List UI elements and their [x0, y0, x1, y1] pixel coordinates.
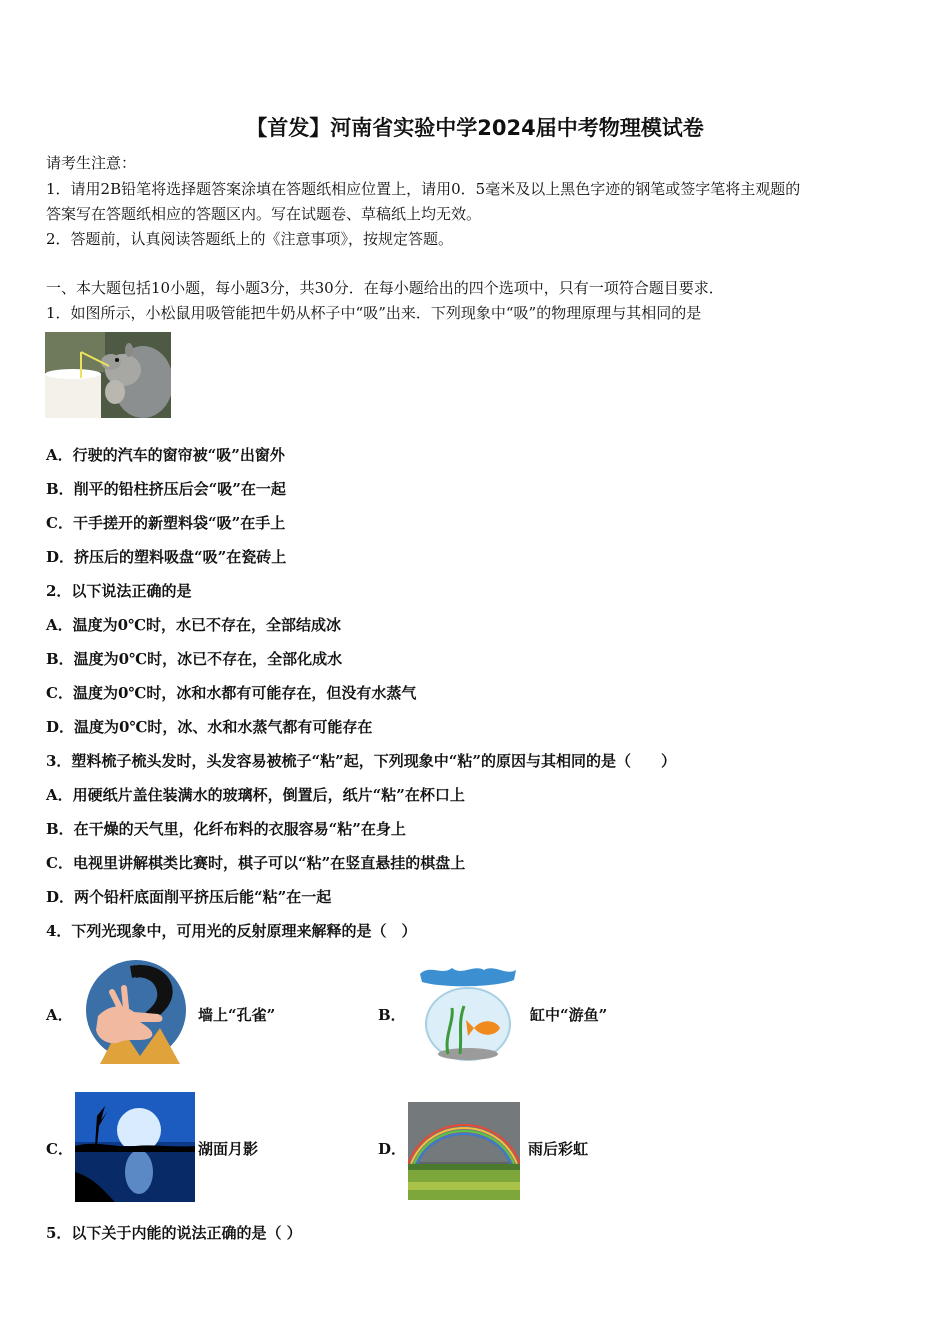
question-3-option-c: C．电视里讲解棋类比赛时，棋子可以“粘”在竖直悬挂的棋盘上 — [46, 854, 466, 872]
question-4-option-c-caption: 湖面月影 — [198, 1140, 259, 1158]
question-1-option-d: D．挤压后的塑料吸盘“吸”在瓷砖上 — [46, 548, 287, 566]
question-2-stem: 2．以下说法正确的是 — [46, 582, 192, 600]
rainbow-image — [408, 1102, 520, 1200]
question-4-stem: 4．下列光现象中，可用光的反射原理来解释的是（ ） — [46, 922, 417, 940]
question-1-option-b: B．削平的铅柱挤压后会“吸”在一起 — [46, 480, 286, 498]
question-1-option-c: C．干手搓开的新塑料袋“吸”在手上 — [46, 514, 286, 532]
section-heading: 一、本大题包括10小题，每小题3分，共30分．在每小题给出的四个选项中，只有一项符合题目要求． — [46, 279, 724, 297]
question-3-option-b: B．在干燥的天气里，化纤布料的衣服容易“粘”在身上 — [46, 820, 406, 838]
lake-moon-image — [75, 1092, 195, 1202]
question-2-option-b: B．温度为0℃时，冰已不存在，全部化成水 — [46, 650, 343, 668]
question-2-option-d: D．温度为0℃时，冰、水和水蒸气都有可能存在 — [46, 718, 373, 736]
question-4-option-d-caption: 雨后彩虹 — [528, 1140, 589, 1158]
question-4-option-a-letter: A． — [46, 1006, 73, 1024]
hand-shadow-image — [80, 956, 192, 1064]
question-4-option-a-caption: 墙上“孔雀” — [198, 1006, 276, 1024]
squirrel-milk-image — [45, 332, 171, 418]
question-4-option-c-letter: C． — [46, 1140, 73, 1158]
notice-item-2: 2．答题前，认真阅读答题纸上的《注意事项》，按规定答题。 — [46, 230, 454, 248]
question-4-option-b-caption: 缸中“游鱼” — [530, 1006, 608, 1024]
question-4-option-b-letter: B． — [378, 1006, 406, 1024]
notice-item-1-line-2: 答案写在答题纸相应的答题区内。写在试题卷、草稿纸上均无效。 — [46, 205, 482, 223]
question-3-stem: 3．塑料梳子梳头发时，头发容易被梳子“粘”起，下列现象中“粘”的原因与其相同的是（ ） — [46, 752, 676, 770]
question-3-option-d: D．两个铅杆底面削平挤压后能“粘”在一起 — [46, 888, 332, 906]
question-1-option-a: A．行驶的汽车的窗帘被“吸”出窗外 — [46, 446, 285, 464]
page-title: 【首发】河南省实验中学2024届中考物理模试卷 — [246, 116, 704, 140]
question-2-option-a: A．温度为0℃时，水已不存在，全部结成冰 — [46, 616, 342, 634]
question-5-stem: 5．以下关于内能的说法正确的是（ ） — [46, 1224, 302, 1242]
notice-item-1-line-1: 1．请用2B铅笔将选择题答案涂填在答题纸相应位置上，请用0．5毫米及以上黑色字迹的钢笔或签字笔将主观题的 — [46, 180, 801, 198]
question-2-option-c: C．温度为0℃时，冰和水都有可能存在，但没有水蒸气 — [46, 684, 417, 702]
question-4-option-d-letter: D． — [378, 1140, 407, 1158]
question-1-stem: 1．如图所示，小松鼠用吸管能把牛奶从杯子中“吸”出来．下列现象中“吸”的物理原理与其相同的是 — [46, 304, 702, 322]
question-3-option-a: A．用硬纸片盖住装满水的玻璃杯，倒置后，纸片“粘”在杯口上 — [46, 786, 465, 804]
fish-bowl-image — [414, 962, 522, 1066]
notice-heading: 请考生注意： — [46, 154, 137, 172]
